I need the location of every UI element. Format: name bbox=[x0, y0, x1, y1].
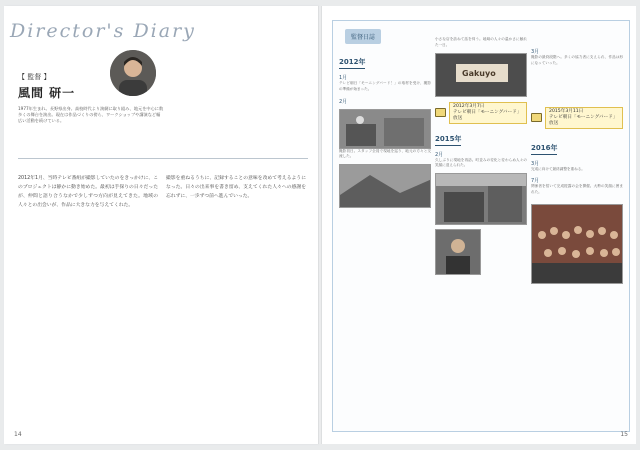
entry-text: 完成に向けて最終調整を重ねる。 bbox=[531, 166, 585, 171]
broadcast-date: 2015年3月11日 bbox=[549, 108, 584, 114]
entry-photo bbox=[435, 173, 527, 225]
entry-text: テレビ朝日「モーニングバード！」の取材を受け、撮影の準備が始まった。 bbox=[339, 81, 431, 91]
divider bbox=[18, 158, 308, 159]
left-page bbox=[4, 6, 318, 444]
broadcast-badge bbox=[531, 107, 623, 129]
entry-text: 撮影の最終段階へ。多くの協力者に支えられ、作品は形になっていった。 bbox=[531, 55, 623, 65]
profile-text: 1977年生まれ。長野県出身。高校時代より演劇に取り組み、地元を中心に数多くの舞台を演出。現在は作品づくりの傍ら、ワークショップや講演など幅広い活動を続けている。 bbox=[18, 106, 164, 123]
broadcast-text: テレビ朝日「モーニングバード」放送 bbox=[549, 114, 618, 126]
photo-caption: Gakuyo bbox=[462, 68, 496, 78]
entry-text: 久しぶりに現地を再訪。町並みの変化と変わらぬ人々の笑顔に迎えられた。 bbox=[435, 157, 527, 168]
month-label: 1月 bbox=[339, 75, 348, 81]
entry-photo bbox=[339, 164, 431, 208]
page-number-left: 14 bbox=[14, 431, 22, 438]
entry-photo bbox=[435, 53, 527, 97]
month-label: 2月 bbox=[435, 151, 444, 158]
tv-icon bbox=[531, 113, 542, 122]
entry-text: 関係者を招いて完成披露の会を開催。大勢の笑顔に囲まれた。 bbox=[531, 184, 623, 195]
entry-text: 撮影初日。スタッフ全員で現地を巡り、地元の方々と交流した。 bbox=[339, 148, 431, 159]
role-label: 【 監督 】 bbox=[18, 73, 51, 81]
broadcast-text: テレビ朝日「モーニングバード」放送 bbox=[453, 109, 522, 121]
broadcast-date: 2012年3月7日 bbox=[453, 103, 485, 109]
timeline-column-2 bbox=[435, 37, 527, 279]
director-portrait bbox=[110, 50, 156, 96]
entry-photo bbox=[339, 109, 431, 149]
body-text-column-2: 撮影を重ねるうちに、記録することの意味を改めて考えるようになった。日々の出来事を書き留め、支えてくれた人々への感謝を忘れずに、一歩ずつ前へ進んでいった。 bbox=[166, 176, 306, 199]
timeline-column-3 bbox=[531, 43, 623, 284]
panel-tab: 監督日誌 bbox=[345, 29, 381, 44]
diary-title: Director's Diary bbox=[10, 20, 196, 42]
year-heading: 2012年 bbox=[339, 57, 365, 69]
body-text-column-1: 2012年1月、当時テレビ番組が撮影していたのをきっかけに、このプロジェクトは静かに動き始めた。最初は手探りの日々だったが、仲間と語り合うなかで少しずつ方向が見えてきた。地域の人々との出会いが、作品に大きな力を与えてくれた。 bbox=[18, 176, 158, 208]
month-label: 3月 bbox=[531, 49, 540, 55]
tv-icon bbox=[435, 108, 446, 117]
month-label: 7月 bbox=[531, 178, 540, 185]
entry-text: 小さな店を訪ねて話を伺う。地域の人々の温かさに触れた一日。 bbox=[435, 37, 527, 47]
group-photo bbox=[531, 204, 623, 284]
month-label: 3月 bbox=[531, 160, 540, 167]
director-name: 風間 研一 bbox=[18, 86, 76, 100]
page-number-right: 15 bbox=[620, 431, 628, 438]
right-page bbox=[322, 6, 636, 444]
diary-panel bbox=[332, 20, 630, 432]
timeline-column-1 bbox=[339, 49, 431, 208]
broadcast-badge bbox=[435, 102, 527, 124]
entry-photo bbox=[435, 229, 481, 275]
month-label: 2月 bbox=[339, 98, 348, 105]
year-heading: 2016年 bbox=[531, 143, 557, 155]
year-heading: 2015年 bbox=[435, 134, 461, 146]
